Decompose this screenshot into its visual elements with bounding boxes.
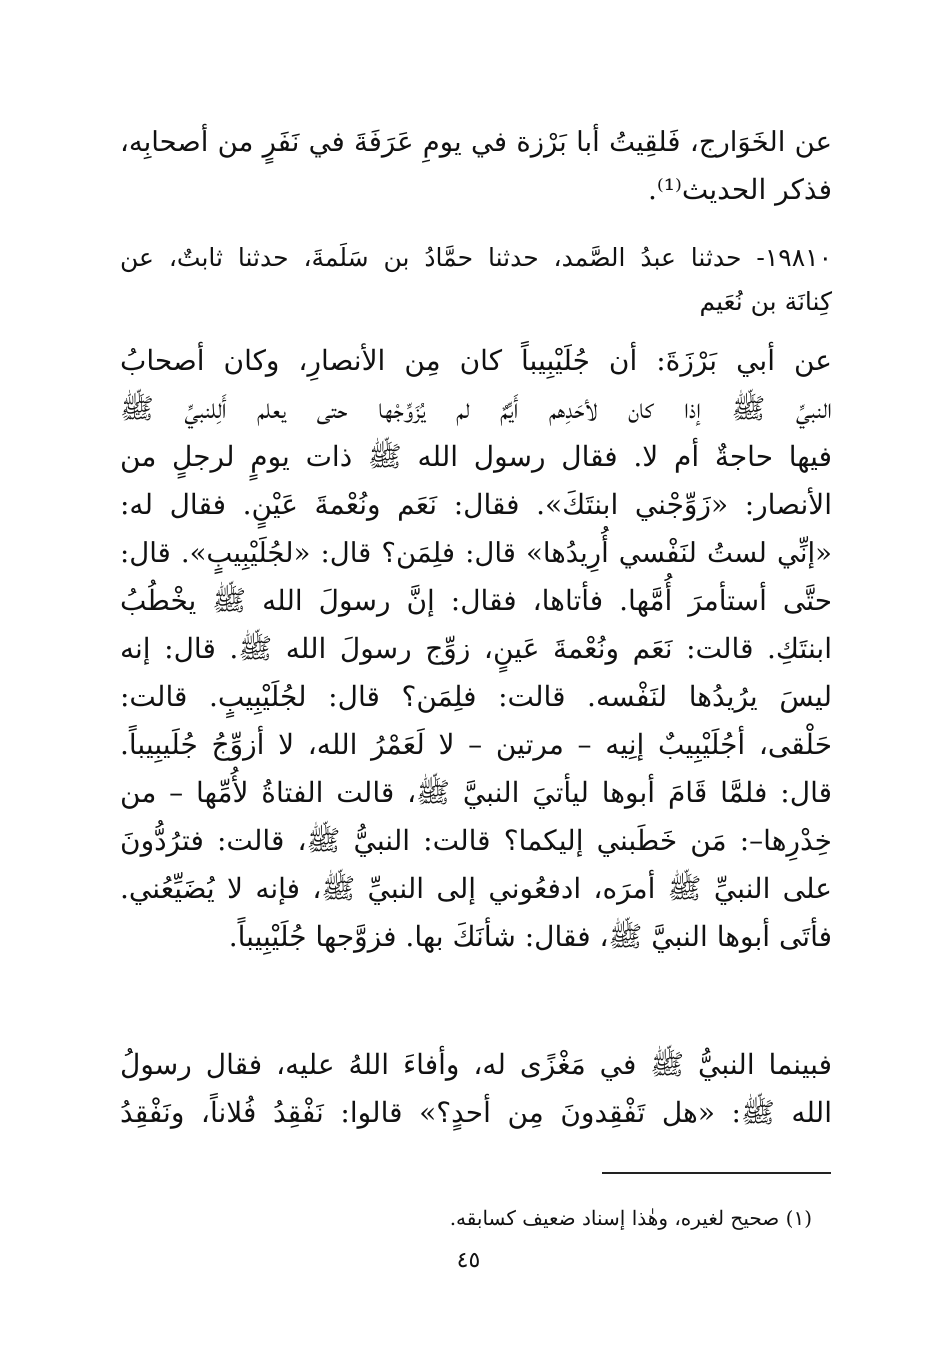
text-line: «إنِّي لستُ لنَفْسي أُرِيدُها» قال: فلِمَن؟ قال: «لجُلَيْبِيبٍ». قال:	[120, 537, 832, 569]
text-line: ليسَ يرُيدُها لنَفْسه. قالت: فلِمَن؟ قال: لجُلَيْبِيبٍ. قالت:	[120, 680, 832, 713]
page-number: ٤٥	[456, 1248, 481, 1273]
text-line: قال: فلمَّا قَامَ أبوها ليأتيَ النبيَّ ﷺ، قالت الفتاةُ لأُمِّها – من	[120, 776, 832, 809]
text-line: الله ﷺ: «هل تَفْقِدونَ مِن أحدٍ؟» قالوا: نَفْقِدُ فُلاناً، ونَفْقِدُ	[120, 1096, 832, 1129]
text-line: فذكر الحديث⁽¹⁾.	[647, 173, 832, 206]
text-line: فأتَى أبوها النبيَّ ﷺ، فقال: شأنَكَ بها. فزوَّجها جُلَيْبِيباً.	[228, 920, 832, 953]
text-line: فبينما النبيُّ ﷺ في مَغْزًى له، وأفاءَ اللهُ عليه، فقال رسولُ	[120, 1048, 832, 1081]
footnote: (١) صحيح لغيره، وهٰذا إسناد ضعيف كسابقه.	[449, 1206, 812, 1230]
text-line: عن أبي بَرْزَةَ: أن جُلَيْبِيباً كان مِن الأنصارِ، وكان أصحابُ	[120, 344, 832, 377]
hadith-body-paragraph	[120, 337, 832, 961]
text-line: الأنصار: «زَوِّجْني ابنتَكَ». فقال: نَعَم ونُعْمةَ عَيْنٍ. فقال له:	[120, 488, 832, 521]
footnote-separator	[602, 1172, 831, 1174]
text-line: ابنتَكِ. قالت: نَعَم ونُعْمةَ عَينٍ، زوِّج رسولَ الله ﷺ. قال: إنه	[120, 632, 832, 665]
text-line: ١٩٨١٠- حدثنا عبدُ الصَّمد، حدثنا حمَّادُ بن سَلَمةَ، حدثنا ثابتٌ، عن	[120, 243, 832, 272]
text-line: حتَّى أستأمرَ أُمَّها. فأتاها، فقال: إنَّ رسولَ الله ﷺ يخْطُبُ	[120, 584, 832, 617]
hadith-isnad-header	[120, 236, 832, 324]
continuation-paragraph	[120, 1041, 832, 1137]
intro-paragraph	[120, 118, 832, 214]
text-line: عن الخَوَارج، فَلقِيتُ أبا بَرْزة في يومِ عَرَفَةَ في نَفَرٍ من أصحابِه،	[120, 126, 832, 158]
text-line: خِدْرِها–: مَن خَطَبني إليكما؟ قالت: النبيُّ ﷺ، قالت: فترُدُّونَ	[120, 824, 832, 857]
text-line: حَلْقى، أجُلَيْبِيبٌ إنِيه – مرتين – لا لَعَمْرُ الله، لا أزوِّجُ جُلَيبِيباً.	[120, 728, 832, 761]
text-line: على النبيِّ ﷺ أمرَه، ادفعُوني إلى النبيِّ ﷺ، فإنه لا يُضَيِّعُني.	[120, 872, 832, 905]
text-line: كِنانَة بن نُعَيم	[699, 287, 832, 316]
text-line: النبيِّ ﷺ إذا كان لأحَدِهم أَيِّمٌ لم يُزَوِّجْها حتى يعلم أَلِلنبيِّ ﷺ	[120, 392, 832, 425]
text-line: فيها حاجةٌ أم لا. فقال رسول الله ﷺ ذات يومٍ لرجلٍ من	[120, 440, 832, 473]
